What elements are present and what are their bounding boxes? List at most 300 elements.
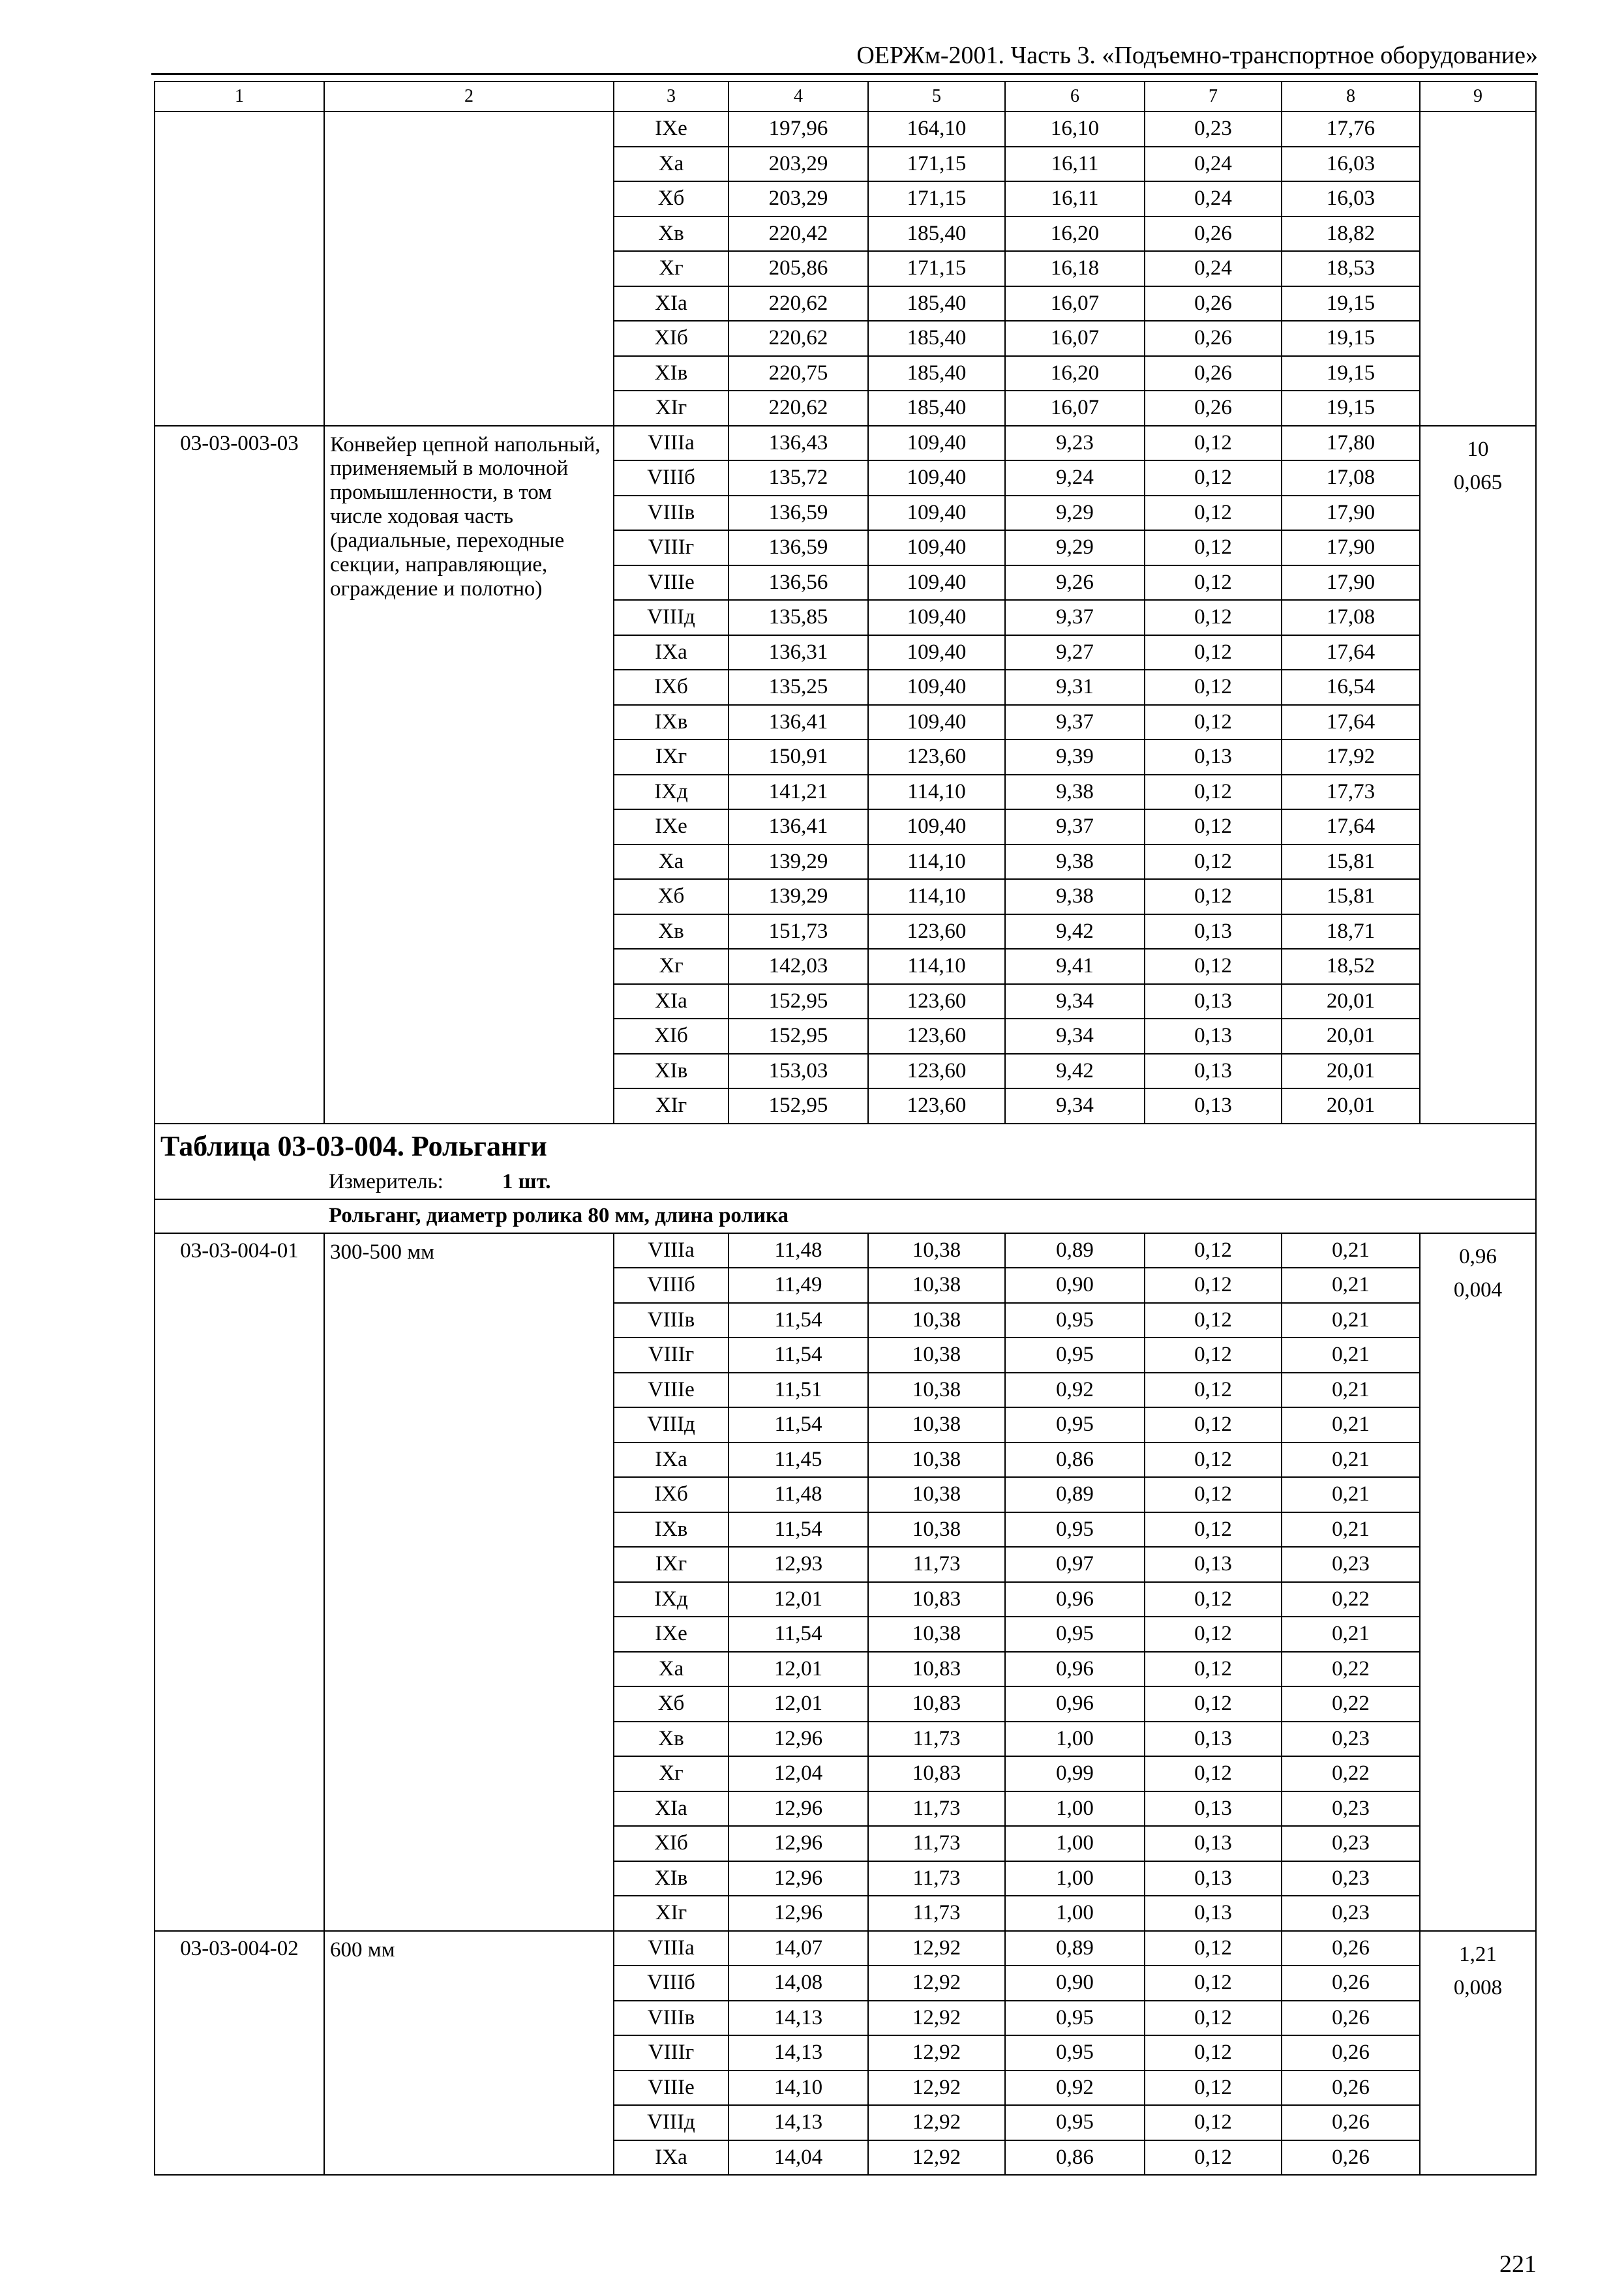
table-title: Таблица 03-03-004. Рольганги [160, 1130, 547, 1162]
value-col8: 17,92 [1282, 740, 1420, 775]
value-col7: 0,12 [1145, 2035, 1282, 2071]
value-col6: 9,41 [1005, 949, 1145, 984]
value-col8: 17,73 [1282, 775, 1420, 810]
value-col6: 0,95 [1005, 1512, 1145, 1548]
column-number-row [155, 82, 1536, 112]
worker-class: IXа [614, 635, 729, 670]
value-col4: 12,96 [729, 1722, 868, 1757]
value-col4: 151,73 [729, 914, 868, 950]
value-col6: 0,97 [1005, 1547, 1145, 1582]
value-col6: 0,95 [1005, 2105, 1145, 2140]
value-col6: 9,37 [1005, 705, 1145, 740]
value-col7: 0,12 [1145, 426, 1282, 461]
value-col8: 0,26 [1282, 2001, 1420, 2036]
value-col8: 17,80 [1282, 426, 1420, 461]
value-col8: 18,82 [1282, 217, 1420, 252]
value-col8: 0,26 [1282, 2140, 1420, 2176]
value-col4: 12,04 [729, 1756, 868, 1791]
value-col5: 10,38 [868, 1477, 1005, 1512]
value-col4: 135,72 [729, 460, 868, 496]
value-col5: 109,40 [868, 809, 1005, 845]
value-col7: 0,12 [1145, 565, 1282, 601]
spec-value-2: 0,008 [1453, 1975, 1503, 1999]
value-col7: 0,12 [1145, 2105, 1282, 2140]
value-col8: 0,22 [1282, 1756, 1420, 1791]
value-col7: 0,12 [1145, 705, 1282, 740]
value-col5: 12,92 [868, 2140, 1005, 2176]
value-col8: 19,15 [1282, 391, 1420, 426]
value-col6: 0,96 [1005, 1582, 1145, 1617]
value-col8: 0,21 [1282, 1477, 1420, 1512]
worker-class: IXв [614, 1512, 729, 1548]
value-col7: 0,12 [1145, 1931, 1282, 1966]
value-col4: 220,62 [729, 391, 868, 426]
worker-class: VIIIв [614, 1303, 729, 1338]
value-col4: 136,56 [729, 565, 868, 601]
worker-class: XIв [614, 1861, 729, 1896]
value-col8: 19,15 [1282, 286, 1420, 322]
value-col4: 136,31 [729, 635, 868, 670]
value-col8: 0,21 [1282, 1233, 1420, 1268]
worker-class: VIIIг [614, 530, 729, 565]
value-col7: 0,13 [1145, 1896, 1282, 1931]
value-col6: 9,34 [1005, 1088, 1145, 1124]
worker-class: XIг [614, 391, 729, 426]
value-col5: 114,10 [868, 845, 1005, 880]
value-col6: 1,00 [1005, 1826, 1145, 1861]
value-col8: 19,15 [1282, 356, 1420, 391]
value-col5: 10,38 [868, 1338, 1005, 1373]
worker-class: Xа [614, 147, 729, 182]
value-col6: 0,96 [1005, 1686, 1145, 1722]
value-col4: 142,03 [729, 949, 868, 984]
worker-class: VIIIд [614, 1407, 729, 1443]
value-col8: 18,53 [1282, 251, 1420, 286]
value-col6: 9,42 [1005, 914, 1145, 950]
value-col8: 17,08 [1282, 460, 1420, 496]
value-col4: 141,21 [729, 775, 868, 810]
worker-class: IXе [614, 1617, 729, 1652]
value-col8: 20,01 [1282, 984, 1420, 1019]
value-col5: 10,38 [868, 1512, 1005, 1548]
value-col5: 11,73 [868, 1722, 1005, 1757]
value-col6: 16,11 [1005, 147, 1145, 182]
value-col4: 14,13 [729, 2035, 868, 2071]
value-col8: 15,81 [1282, 845, 1420, 880]
value-col6: 9,37 [1005, 600, 1145, 635]
value-col6: 16,07 [1005, 321, 1145, 356]
value-col7: 0,12 [1145, 1477, 1282, 1512]
worker-class: IXе [614, 809, 729, 845]
value-col5: 109,40 [868, 426, 1005, 461]
worker-class: XIа [614, 1791, 729, 1827]
value-col7: 0,12 [1145, 1233, 1282, 1268]
value-col5: 123,60 [868, 740, 1005, 775]
value-col7: 0,12 [1145, 1303, 1282, 1338]
worker-class: Xв [614, 914, 729, 950]
value-col6: 9,38 [1005, 879, 1145, 914]
worker-class: VIIIв [614, 2001, 729, 2036]
value-col5: 10,38 [868, 1233, 1005, 1268]
column-number: 9 [1420, 82, 1536, 112]
value-col7: 0,12 [1145, 1512, 1282, 1548]
value-col4: 11,51 [729, 1373, 868, 1408]
value-col4: 220,62 [729, 286, 868, 322]
value-col8: 19,15 [1282, 321, 1420, 356]
value-col4: 203,29 [729, 181, 868, 217]
value-col7: 0,13 [1145, 914, 1282, 950]
measure-label: Измеритель: [329, 1169, 444, 1193]
worker-class: VIIIе [614, 2071, 729, 2106]
value-col7: 0,24 [1145, 147, 1282, 182]
worker-class: VIIIе [614, 565, 729, 601]
value-col6: 9,38 [1005, 845, 1145, 880]
value-col7: 0,13 [1145, 1826, 1282, 1861]
value-col4: 205,86 [729, 251, 868, 286]
measure-unit: 1 шт. [502, 1169, 551, 1193]
value-col8: 0,26 [1282, 2071, 1420, 2106]
value-col6: 0,92 [1005, 1373, 1145, 1408]
value-col8: 16,54 [1282, 670, 1420, 705]
value-col8: 0,21 [1282, 1512, 1420, 1548]
value-col4: 11,54 [729, 1407, 868, 1443]
worker-class: IXе [614, 112, 729, 147]
value-col6: 9,34 [1005, 984, 1145, 1019]
value-col7: 0,12 [1145, 635, 1282, 670]
value-col8: 0,21 [1282, 1373, 1420, 1408]
item-code: 03-03-004-02 [155, 1931, 324, 2176]
value-col5: 109,40 [868, 530, 1005, 565]
item-name: 600 мм [324, 1931, 614, 2176]
value-col4: 139,29 [729, 845, 868, 880]
table-row [155, 426, 1536, 461]
item-spec [1420, 112, 1536, 426]
value-col7: 0,26 [1145, 321, 1282, 356]
worker-class: Xб [614, 181, 729, 217]
value-col8: 17,90 [1282, 496, 1420, 531]
value-col7: 0,12 [1145, 496, 1282, 531]
worker-class: XIв [614, 356, 729, 391]
value-col6: 1,00 [1005, 1896, 1145, 1931]
value-col6: 0,95 [1005, 2001, 1145, 2036]
column-number: 2 [324, 82, 614, 112]
value-col6: 16,10 [1005, 112, 1145, 147]
value-col5: 185,40 [868, 391, 1005, 426]
value-col5: 171,15 [868, 251, 1005, 286]
worker-class: VIIIб [614, 1268, 729, 1303]
value-col4: 135,25 [729, 670, 868, 705]
value-col5: 10,38 [868, 1617, 1005, 1652]
value-col4: 12,96 [729, 1826, 868, 1861]
value-col4: 136,41 [729, 809, 868, 845]
value-col5: 171,15 [868, 147, 1005, 182]
value-col7: 0,12 [1145, 775, 1282, 810]
value-col6: 0,89 [1005, 1931, 1145, 1966]
value-col6: 9,29 [1005, 496, 1145, 531]
value-col5: 109,40 [868, 496, 1005, 531]
value-col4: 11,54 [729, 1512, 868, 1548]
value-col5: 185,40 [868, 321, 1005, 356]
item-code: 03-03-003-03 [155, 426, 324, 1124]
value-col4: 153,03 [729, 1054, 868, 1089]
value-col8: 20,01 [1282, 1088, 1420, 1124]
value-col6: 9,23 [1005, 426, 1145, 461]
value-col5: 171,15 [868, 181, 1005, 217]
value-col8: 17,08 [1282, 600, 1420, 635]
value-col6: 16,07 [1005, 391, 1145, 426]
value-col8: 0,22 [1282, 1652, 1420, 1687]
value-col8: 17,64 [1282, 809, 1420, 845]
worker-class: VIIIг [614, 2035, 729, 2071]
worker-class: IXг [614, 740, 729, 775]
value-col5: 109,40 [868, 600, 1005, 635]
worker-class: VIIIа [614, 1931, 729, 1966]
value-col4: 152,95 [729, 1088, 868, 1124]
item-spec [1420, 1931, 1536, 2176]
value-col7: 0,13 [1145, 740, 1282, 775]
value-col6: 9,37 [1005, 809, 1145, 845]
value-col8: 17,90 [1282, 565, 1420, 601]
value-col7: 0,13 [1145, 1791, 1282, 1827]
value-col4: 220,75 [729, 356, 868, 391]
value-col4: 12,01 [729, 1582, 868, 1617]
value-col6: 0,90 [1005, 1268, 1145, 1303]
value-col7: 0,13 [1145, 1054, 1282, 1089]
table-row [155, 1233, 1536, 1268]
value-col8: 16,03 [1282, 147, 1420, 182]
value-col4: 136,59 [729, 496, 868, 531]
value-col4: 220,42 [729, 217, 868, 252]
value-col6: 9,27 [1005, 635, 1145, 670]
value-col6: 9,29 [1005, 530, 1145, 565]
value-col8: 0,22 [1282, 1582, 1420, 1617]
value-col5: 11,73 [868, 1896, 1005, 1931]
value-col5: 11,73 [868, 1547, 1005, 1582]
page-number: 221 [1499, 2251, 1537, 2278]
value-col8: 18,71 [1282, 914, 1420, 950]
value-col6: 0,89 [1005, 1233, 1145, 1268]
value-col5: 10,83 [868, 1652, 1005, 1687]
value-col8: 18,52 [1282, 949, 1420, 984]
column-number: 6 [1005, 82, 1145, 112]
value-col7: 0,26 [1145, 217, 1282, 252]
value-col6: 0,95 [1005, 2035, 1145, 2071]
value-col7: 0,23 [1145, 112, 1282, 147]
value-col6: 1,00 [1005, 1791, 1145, 1827]
value-col4: 14,07 [729, 1931, 868, 1966]
worker-class: Xг [614, 949, 729, 984]
value-col5: 10,38 [868, 1373, 1005, 1408]
value-col6: 0,89 [1005, 1477, 1145, 1512]
value-col4: 11,45 [729, 1443, 868, 1478]
value-col8: 0,26 [1282, 1966, 1420, 2001]
worker-class: XIг [614, 1088, 729, 1124]
value-col4: 152,95 [729, 984, 868, 1019]
group-title: Рольганг, диаметр ролика 80 мм, длина ролика [329, 1204, 789, 1227]
value-col6: 0,86 [1005, 1443, 1145, 1478]
table-title-row [155, 1124, 1536, 1199]
value-col6: 16,18 [1005, 251, 1145, 286]
value-col4: 11,54 [729, 1617, 868, 1652]
value-col6: 9,24 [1005, 460, 1145, 496]
value-col7: 0,12 [1145, 600, 1282, 635]
header-rule [151, 73, 1538, 75]
value-col5: 10,38 [868, 1407, 1005, 1443]
value-col8: 0,22 [1282, 1686, 1420, 1722]
worker-class: VIIIв [614, 496, 729, 531]
value-col4: 12,96 [729, 1861, 868, 1896]
spec-value-1: 0,96 [1459, 1244, 1497, 1268]
worker-class: VIIIа [614, 426, 729, 461]
worker-class: IXб [614, 670, 729, 705]
value-col4: 197,96 [729, 112, 868, 147]
worker-class: Xа [614, 845, 729, 880]
value-col4: 12,96 [729, 1791, 868, 1827]
value-col4: 152,95 [729, 1019, 868, 1054]
worker-class: VIIIд [614, 600, 729, 635]
value-col4: 136,41 [729, 705, 868, 740]
value-col5: 12,92 [868, 2001, 1005, 2036]
value-col6: 16,11 [1005, 181, 1145, 217]
value-col7: 0,12 [1145, 879, 1282, 914]
value-col5: 185,40 [868, 286, 1005, 322]
value-col6: 0,92 [1005, 2071, 1145, 2106]
worker-class: IXд [614, 1582, 729, 1617]
item-name: 300-500 мм [324, 1233, 614, 1931]
value-col4: 136,59 [729, 530, 868, 565]
worker-class: XIа [614, 984, 729, 1019]
value-col7: 0,12 [1145, 1407, 1282, 1443]
value-col5: 11,73 [868, 1791, 1005, 1827]
value-col7: 0,12 [1145, 530, 1282, 565]
value-col5: 123,60 [868, 1054, 1005, 1089]
value-col6: 16,20 [1005, 217, 1145, 252]
value-col5: 123,60 [868, 984, 1005, 1019]
item-name [324, 112, 614, 426]
value-col8: 17,90 [1282, 530, 1420, 565]
value-col7: 0,26 [1145, 356, 1282, 391]
value-col6: 0,95 [1005, 1407, 1145, 1443]
value-col5: 11,73 [868, 1861, 1005, 1896]
value-col7: 0,12 [1145, 1966, 1282, 2001]
value-col7: 0,13 [1145, 1547, 1282, 1582]
value-col5: 11,73 [868, 1826, 1005, 1861]
worker-class: VIIIб [614, 1966, 729, 2001]
group-title-row [155, 1199, 1536, 1233]
value-col8: 0,26 [1282, 2105, 1420, 2140]
value-col6: 1,00 [1005, 1861, 1145, 1896]
item-code [155, 112, 324, 426]
value-col5: 10,38 [868, 1268, 1005, 1303]
value-col6: 0,96 [1005, 1652, 1145, 1687]
worker-class: Xв [614, 1722, 729, 1757]
value-col7: 0,12 [1145, 1443, 1282, 1478]
value-col4: 14,10 [729, 2071, 868, 2106]
worker-class: IXв [614, 705, 729, 740]
value-col5: 164,10 [868, 112, 1005, 147]
value-col7: 0,12 [1145, 1756, 1282, 1791]
value-col6: 9,34 [1005, 1019, 1145, 1054]
worker-class: IXг [614, 1547, 729, 1582]
value-col5: 10,38 [868, 1303, 1005, 1338]
worker-class: VIIIа [614, 1233, 729, 1268]
value-col5: 123,60 [868, 914, 1005, 950]
value-col7: 0,13 [1145, 1861, 1282, 1896]
value-col8: 0,26 [1282, 1931, 1420, 1966]
value-col7: 0,13 [1145, 1722, 1282, 1757]
value-col4: 11,54 [729, 1303, 868, 1338]
worker-class: Xб [614, 1686, 729, 1722]
value-col6: 16,20 [1005, 356, 1145, 391]
worker-class: IXб [614, 1477, 729, 1512]
value-col8: 0,23 [1282, 1896, 1420, 1931]
worker-class: Xв [614, 217, 729, 252]
value-col6: 9,38 [1005, 775, 1145, 810]
value-col7: 0,12 [1145, 1652, 1282, 1687]
value-col6: 9,31 [1005, 670, 1145, 705]
value-col5: 10,83 [868, 1756, 1005, 1791]
value-col7: 0,12 [1145, 1373, 1282, 1408]
value-col5: 10,38 [868, 1443, 1005, 1478]
value-col4: 150,91 [729, 740, 868, 775]
value-col4: 11,48 [729, 1233, 868, 1268]
measure-line [329, 1171, 550, 1193]
worker-class: VIIIб [614, 460, 729, 496]
item-spec [1420, 426, 1536, 1124]
value-col8: 0,21 [1282, 1303, 1420, 1338]
worker-class: VIIIе [614, 1373, 729, 1408]
worker-class: Xг [614, 251, 729, 286]
value-col5: 185,40 [868, 217, 1005, 252]
value-col6: 1,00 [1005, 1722, 1145, 1757]
value-col5: 114,10 [868, 775, 1005, 810]
value-col7: 0,24 [1145, 251, 1282, 286]
value-col6: 0,99 [1005, 1756, 1145, 1791]
worker-class: XIб [614, 321, 729, 356]
column-number: 8 [1282, 82, 1420, 112]
worker-class: XIб [614, 1826, 729, 1861]
worker-class: XIв [614, 1054, 729, 1089]
worker-class: Xб [614, 879, 729, 914]
item-name: Конвейер цепной напольный, применяемый в молочной промышленности, в том числе ходовая часть (радиальные, переходные секции, направляющие, ограждение и полотно) [324, 426, 614, 1124]
value-col7: 0,12 [1145, 1582, 1282, 1617]
value-col4: 135,85 [729, 600, 868, 635]
value-col7: 0,12 [1145, 949, 1282, 984]
value-col5: 123,60 [868, 1019, 1005, 1054]
value-col7: 0,12 [1145, 1268, 1282, 1303]
value-col8: 16,03 [1282, 181, 1420, 217]
value-col4: 12,96 [729, 1896, 868, 1931]
value-col4: 14,13 [729, 2105, 868, 2140]
value-col4: 12,93 [729, 1547, 868, 1582]
value-col5: 109,40 [868, 460, 1005, 496]
column-number: 4 [729, 82, 868, 112]
value-col5: 114,10 [868, 949, 1005, 984]
item-spec [1420, 1233, 1536, 1931]
value-col8: 17,76 [1282, 112, 1420, 147]
value-col7: 0,13 [1145, 1019, 1282, 1054]
value-col8: 0,23 [1282, 1547, 1420, 1582]
value-col5: 114,10 [868, 879, 1005, 914]
value-col5: 10,83 [868, 1582, 1005, 1617]
spec-value-2: 0,065 [1453, 470, 1503, 494]
value-col4: 12,01 [729, 1686, 868, 1722]
value-col4: 14,13 [729, 2001, 868, 2036]
worker-class: XIб [614, 1019, 729, 1054]
value-col7: 0,13 [1145, 1088, 1282, 1124]
item-code: 03-03-004-01 [155, 1233, 324, 1931]
value-col5: 12,92 [868, 2035, 1005, 2071]
